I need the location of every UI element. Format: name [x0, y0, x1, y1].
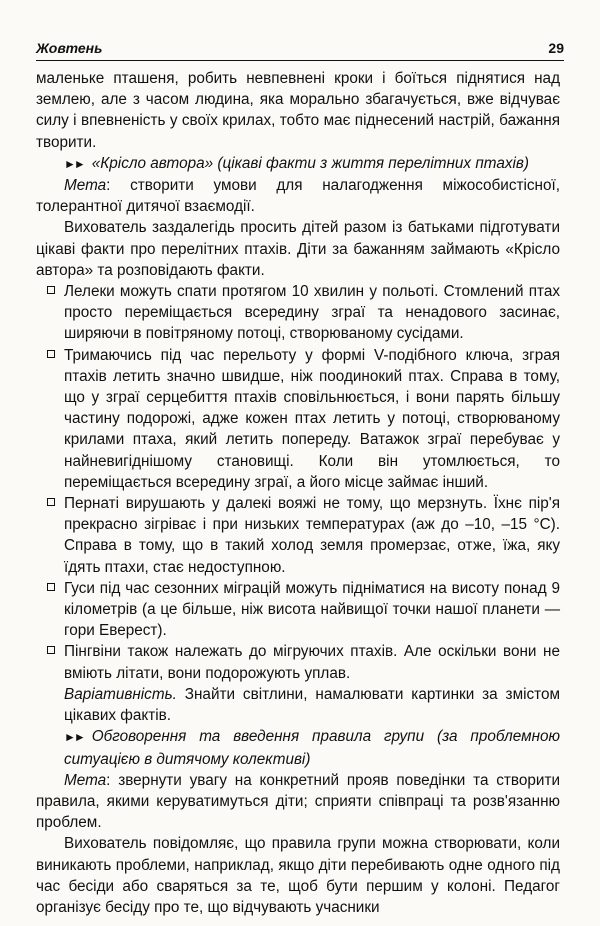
teacher-paragraph-1: Вихователь заздалегідь просить дітей разом із батьками підготувати цікаві факти про перелітних птахів. Діти за бажанням займають «Крісло автора» та розповідають факти.: [36, 219, 560, 279]
list-item: Тримаючись під час перельоту у формі V-подібного ключа, зграя птахів летить значно швидше, ніж поодинокий птах. Справа в тому, що у зграї серцебиття птахів сповільнюється, і вони парять більшу частину подорожі, адже кожен птах летить у потоці, створюваному крилами птаха, який летить попереду. Ватажок зграї перебуває у найневигіднішому становищі. Коли він утомлюється, то переміщається всередину зграї, а його місце займає інший.: [36, 345, 560, 493]
section2-heading-text: Обговорення та введення правила групи (за проблемною ситуацією в дитячому колективі): [64, 728, 560, 768]
page-body: [36, 68, 560, 918]
checkbox-bullet-icon: [47, 583, 55, 591]
running-title: Жовтень: [36, 40, 103, 56]
list-item: Гуси під час сезонних міграцій можуть підніматися на висоту понад 9 кілометрів (а це більше, ніж висота найвищої точки нашої планети — гори Еверест).: [36, 578, 560, 642]
checkbox-bullet-icon: [47, 498, 55, 506]
page-number: 29: [548, 40, 564, 56]
checkbox-bullet-icon: [47, 350, 55, 358]
header-rule: [36, 60, 564, 61]
teacher-paragraph-2: Вихователь повідомляє, що правила групи можна створювати, коли виникають проблеми, наприклад, якщо діти перебивають одне одного під час бесіди або сваряться за те, щоб бути першим у колоні. Педагог організує бесіду про те, що відчувають учасники: [36, 835, 560, 916]
checkbox-bullet-icon: [47, 286, 55, 294]
goal-label: Мета: [64, 771, 107, 789]
goal-text: : звернути увагу на конкретний прояв поведінки та створити правила, якими керуватимуться діти; сприяти співпраці та розв'язанню проблем.: [36, 771, 560, 832]
goal-paragraph-1: [36, 175, 560, 217]
section-heading-author-chair: [36, 153, 560, 175]
variation-paragraph: [36, 684, 560, 726]
running-header: [36, 34, 564, 56]
section-heading-group-rules: [36, 726, 560, 769]
list-item: Пернаті вирушають у далекі вояжі не тому, що мерзнуть. Їхнє пір'я прекрасно зігріває і при низьких температурах (аж до –10, –15 °С). Справа в тому, що в такий холод земля промерзає, отже, їжа, яку їдять птахи, стає недоступною.: [36, 493, 560, 578]
goal-paragraph-2: [36, 770, 560, 834]
double-arrow-icon: ►►: [64, 730, 84, 745]
goal-label: Мета: [64, 177, 107, 195]
list-item: Пінгвіни також належать до мігруючих птахів. Але оскільки вони не вміють літати, вони подорожують уплав.: [36, 641, 560, 683]
intro-paragraph: маленьке пташеня, робить невпевнені кроки і боїться піднятися над землею, але з часом людина, яка морально збагачується, вже відчуває силу і впевненість у своїх крилах, тобто має піднесений настрій, бажання творити.: [36, 70, 560, 151]
variation-text: Знайти світлини, намалювати картинки за змістом цікавих фактів.: [64, 685, 560, 725]
list-item: Лелеки можуть спати протягом 10 хвилин у польоті. Стомлений птах просто переміщається всередину зграї та ненадового засинає, ширяючи в повітряному потоці, створюваному сусідами.: [36, 281, 560, 345]
double-arrow-icon: ►►: [64, 156, 84, 171]
checkbox-bullet-icon: [47, 646, 55, 654]
variation-label: Варіативність.: [64, 685, 177, 703]
goal-text: : створити умови для налагодження міжособистісної, толерантної дитячої взаємодії.: [36, 177, 560, 216]
section1-heading-text: «Крісло автора» (цікаві факти з життя перелітних птахів): [91, 154, 529, 172]
facts-list: [36, 281, 560, 684]
